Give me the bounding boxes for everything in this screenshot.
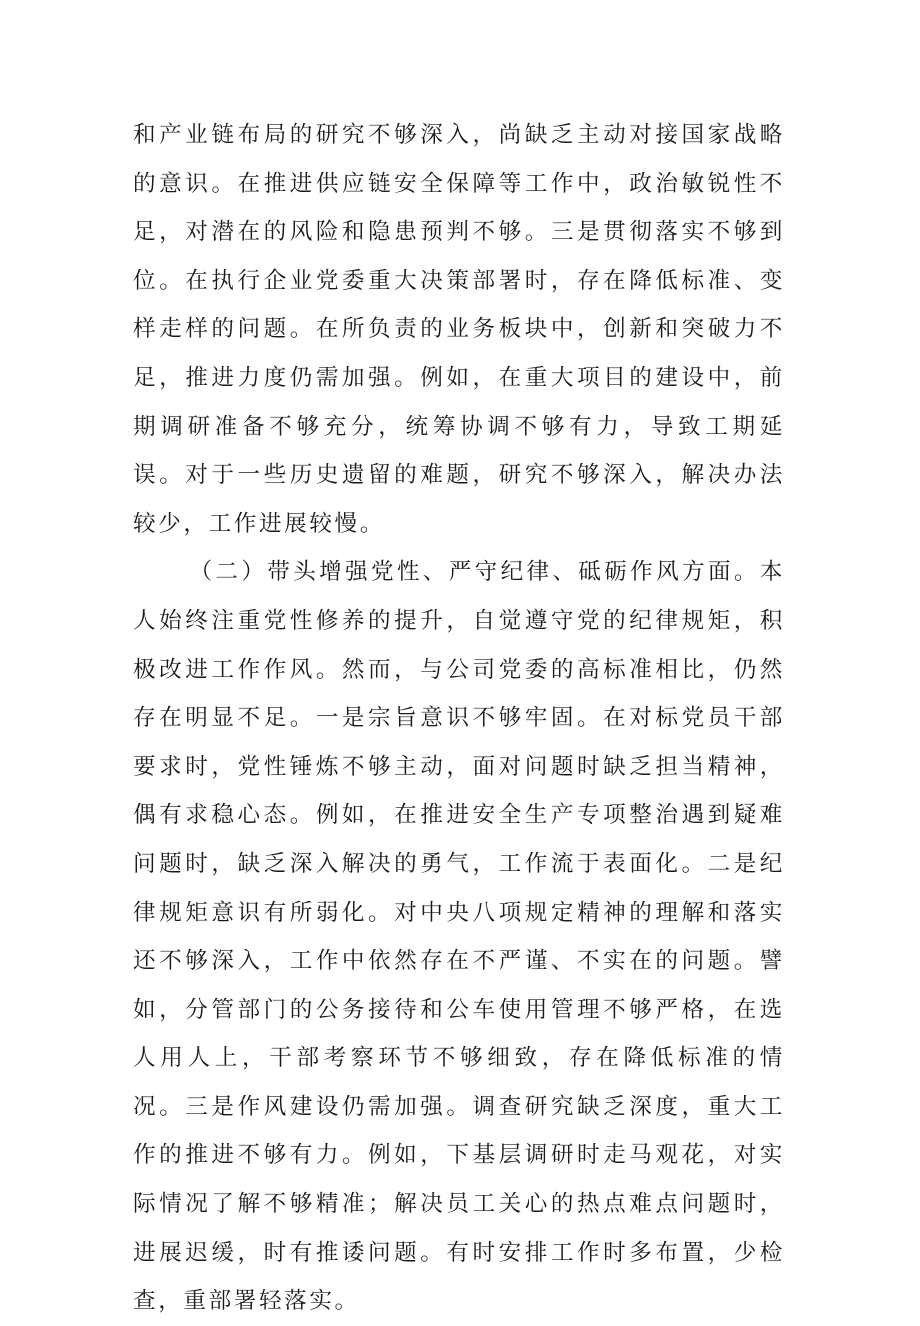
document-body: [133, 111, 785, 1326]
paragraph-section-two: （二）带头增强党性、严守纪律、砥砺作风方面。本人始终注重党性修养的提升，自觉遵守党的纪律规矩，积极改进工作作风。然而，与公司党委的高标准相比，仍然存在明显不足。一是宗旨意识不够牢固。在对标党员干部要求时，党性锤炼不够主动，面对问题时缺乏担当精神，偶有求稳心态。例如，在推进安全生产专项整治遇到疑难问题时，缺乏深入解决的勇气，工作流于表面化。二是纪律规矩意识有所弱化。对中央八项规定精神的理解和落实还不够深入，工作中依然存在不严谨、不实在的问题。譬如，分管部门的公务接待和公车使用管理不够严格，在选人用人上，干部考察环节不够细致，存在降低标准的情况。三是作风建设仍需加强。调查研究缺乏深度，重大工作的推进不够有力。例如，下基层调研时走马观花，对实际情况了解不够精准；解决员工关心的热点难点问题时，进展迟缓，时有推诿问题。有时安排工作时多布置，少检查，重部署轻落实。: [133, 559, 785, 1315]
paragraph-continuation: 和产业链布局的研究不够深入，尚缺乏主动对接国家战略的意识。在推进供应链安全保障等工作中，政治敏锐性不足，对潜在的风险和隐患预判不够。三是贯彻落实不够到位。在执行企业党委重大决策部署时，存在降低标准、变样走样的问题。在所负责的业务板块中，创新和突破力不足，推进力度仍需加强。例如，在重大项目的建设中，前期调研准备不够充分，统筹协调不够有力，导致工期延误。对于一些历史遗留的难题，研究不够深入，解决办法较少，工作进展较慢。: [133, 122, 785, 537]
